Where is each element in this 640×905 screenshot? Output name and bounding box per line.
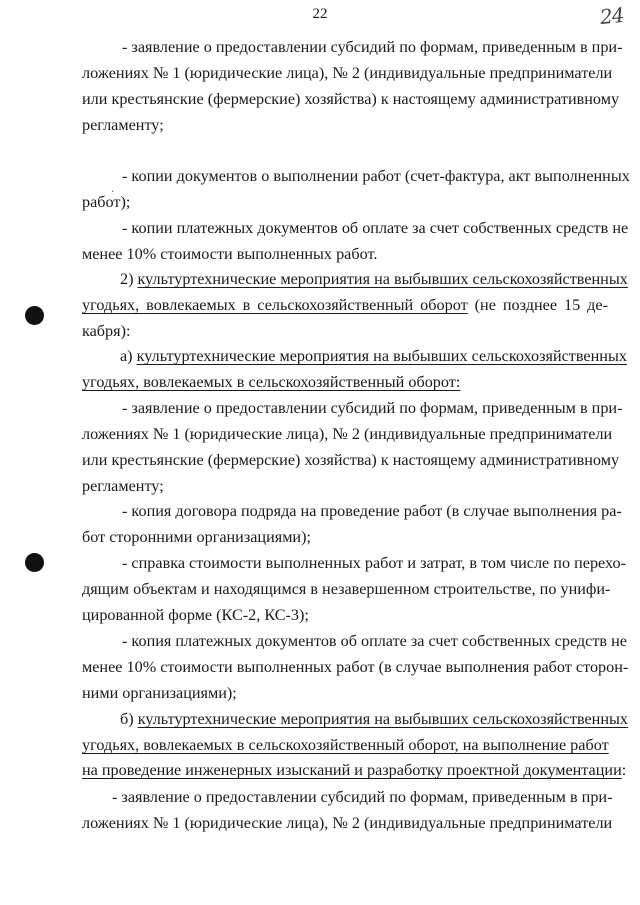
line-text: 2)	[120, 270, 138, 288]
punch-hole-bottom	[25, 553, 44, 572]
text-line	[112, 786, 613, 808]
line-text: дящим объектам и находящимся в незавершенном строительстве, по унифи-	[82, 580, 611, 598]
text-line	[82, 578, 611, 600]
line-text: :	[621, 761, 627, 779]
line-text: кабря):	[82, 322, 131, 340]
line-text: - копия платежных документов об оплате за счет собственных средств не	[122, 632, 627, 650]
line-text: - справка стоимости выполненных работ и затрат, в том числе по перехо-	[122, 554, 626, 572]
line-text: (не позднее 15 де-	[467, 296, 608, 314]
text-line	[120, 708, 628, 730]
text-line	[82, 526, 608, 548]
underlined-text: культуртехнические мероприятия на выбывших сельскохозяйственных	[137, 270, 628, 288]
text-line	[122, 165, 630, 187]
underlined-text: культуртехнические мероприятия на выбывших сельскохозяйственных	[137, 710, 628, 728]
line-text: - копии документов о выполнении работ (счет-фактура, акт выполненных	[122, 167, 630, 185]
text-line	[82, 656, 629, 678]
line-text: ними организациями);	[82, 684, 237, 702]
line-text: ложениях № 1 (юридические лица), № 2 (индивидуальные предприниматели	[82, 814, 613, 832]
line-text: ложениях № 1 (юридические лица), № 2 (индивидуальные предприниматели	[82, 425, 613, 443]
text-line	[82, 62, 613, 84]
line-text: - заявление о предоставлении субсидий по формам, приведенным в при-	[112, 788, 613, 806]
text-line	[82, 294, 608, 316]
text-line	[120, 268, 628, 290]
text-line	[82, 475, 608, 497]
text-line	[82, 243, 608, 265]
text-line	[120, 345, 627, 367]
line-text: или крестьянские (фермерские) хозяйства) к настоящему административному	[82, 90, 620, 108]
line-text: работ);	[82, 193, 131, 211]
text-line	[82, 88, 620, 110]
text-line	[82, 371, 608, 393]
line-text: цированной форме (КС-2, КС-3);	[82, 606, 309, 624]
line-text: - копии платежных документов об оплате за счет собственных средств не	[122, 219, 629, 237]
underlined-text: угодьях, вовлекаемых в сельскохозяйственный оборот:	[82, 373, 461, 391]
text-line	[82, 320, 608, 342]
text-line	[122, 217, 629, 239]
text-line	[82, 812, 613, 834]
line-text: регламенту;	[82, 116, 164, 134]
underlined-text: на проведение инженерных изысканий и разработку проектной документации	[82, 761, 622, 779]
line-text: или крестьянские (фермерские) хозяйства) к настоящему административному	[82, 451, 620, 469]
line-text: менее 10% стоимости выполненных работ (в случае выполнения работ сторон-	[82, 658, 629, 676]
text-line	[122, 500, 622, 522]
text-line	[82, 604, 608, 626]
text-line	[82, 449, 620, 471]
line-text: ложениях № 1 (юридические лица), № 2 (индивидуальные предприниматели	[82, 64, 613, 82]
line-text: - заявление о предоставлении субсидий по формам, приведенным в при-	[122, 38, 623, 56]
text-line	[82, 423, 613, 445]
text-line	[82, 114, 608, 136]
handwritten-page-number: 24	[598, 2, 625, 30]
line-text: б)	[120, 710, 138, 728]
line-text: - копия договора подряда на проведение работ (в случае выполнения ра-	[122, 502, 622, 520]
text-line	[122, 630, 627, 652]
line-text: а)	[120, 347, 137, 365]
line-text: бот сторонними организациями);	[82, 528, 311, 546]
underlined-text: угодьях, вовлекаемых в сельскохозяйственный оборот, на выполнение работ	[82, 736, 609, 754]
underlined-text: культуртехнические мероприятия на выбывших сельскохозяйственных	[136, 347, 627, 365]
text-line	[82, 734, 608, 756]
underlined-text: угодьях, вовлекаемых в сельскохозяйственный оборот	[82, 296, 468, 314]
text-line	[82, 682, 608, 704]
text-line	[82, 759, 627, 781]
text-line	[122, 36, 623, 58]
text-line	[122, 552, 626, 574]
page-number: 22	[312, 6, 328, 22]
scan-mark: .	[111, 181, 114, 195]
text-line	[122, 397, 623, 419]
line-text: - заявление о предоставлении субсидий по формам, приведенным в при-	[122, 399, 623, 417]
line-text: регламенту;	[82, 477, 164, 495]
punch-hole-top	[25, 306, 44, 325]
text-line	[82, 191, 608, 213]
line-text: менее 10% стоимости выполненных работ.	[82, 245, 378, 263]
